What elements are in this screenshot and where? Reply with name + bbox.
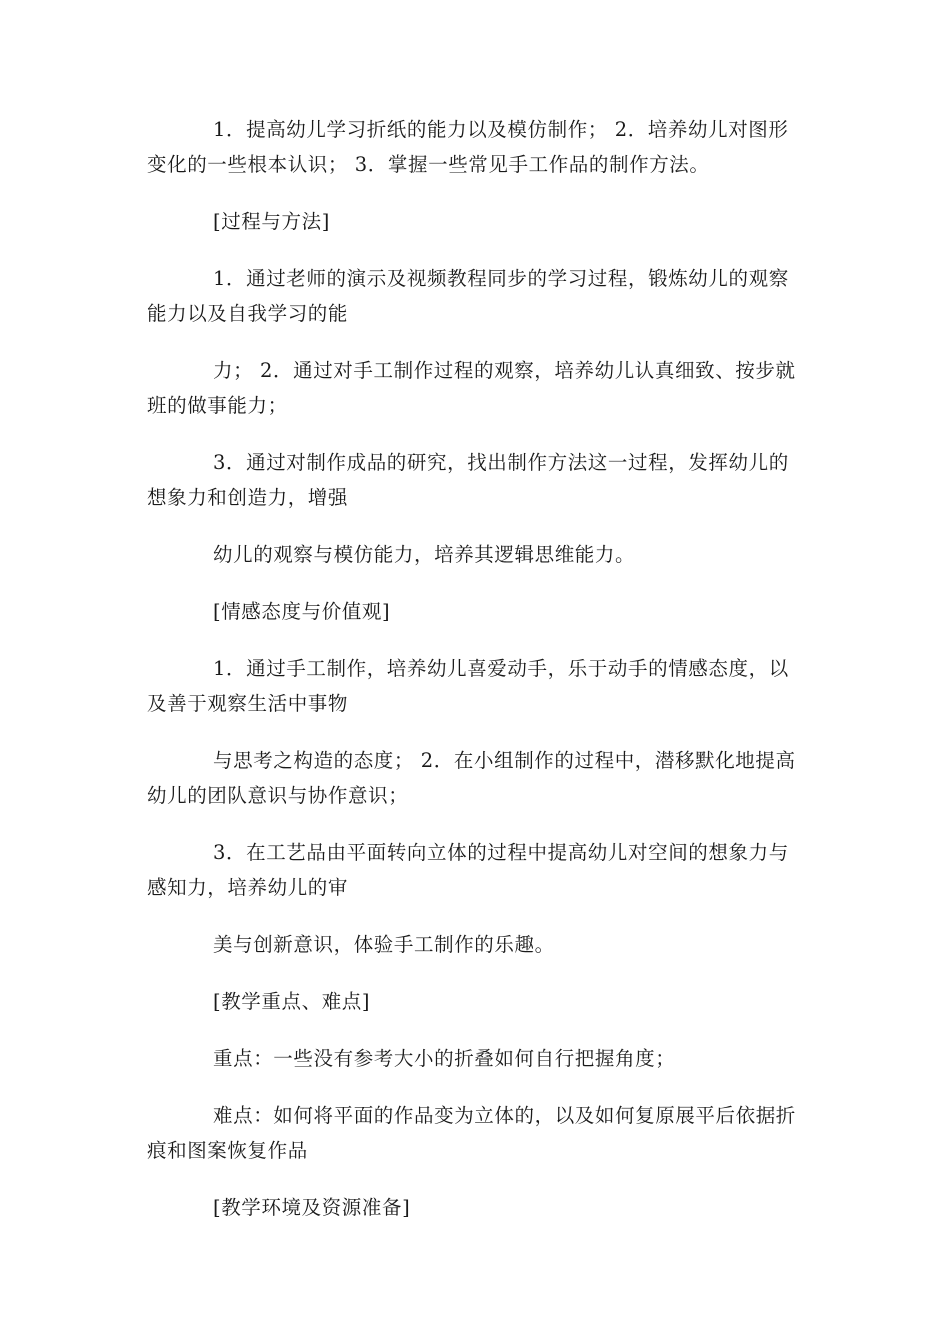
emotion-paragraph-1: 1．通过手工制作，培养幼儿喜爱动手，乐于动手的情感态度，以及善于观察生活中事物 bbox=[147, 657, 789, 715]
key-point-paragraph: 重点：一些没有参考大小的折叠如何自行把握角度； bbox=[213, 1047, 676, 1070]
objective-paragraph-1: 1．提高幼儿学习折纸的能力以及模仿制作； 2．培养幼儿对图形变化的一些根本认识； 3．掌握一些常见手工作品的制作方法。 bbox=[147, 118, 789, 176]
section-heading-key-difficult-points: [教学重点、难点] bbox=[213, 990, 371, 1013]
process-paragraph-3: 3．通过对制作成品的研究，找出制作方法这一过程，发挥幼儿的想象力和创造力，增强 bbox=[147, 451, 789, 509]
difficult-point-paragraph: 难点：如何将平面的作品变为立体的，以及如何复原展平后依据折痕和图案恢复作品 bbox=[147, 1104, 796, 1162]
process-paragraph-1: 1．通过老师的演示及视频教程同步的学习过程，锻炼幼儿的观察能力以及自我学习的能 bbox=[147, 267, 789, 325]
emotion-paragraph-2: 与思考之构造的态度； 2．在小组制作的过程中，潜移默化地提高幼儿的团队意识与协作意识； bbox=[147, 749, 796, 807]
process-paragraph-2: 力； 2．通过对手工制作过程的观察，培养幼儿认真细致、按步就班的做事能力； bbox=[147, 359, 796, 417]
emotion-paragraph-3: 3．在工艺品由平面转向立体的过程中提高幼儿对空间的想象力与感知力，培养幼儿的审 bbox=[147, 841, 789, 899]
section-heading-process-method: [过程与方法] bbox=[213, 210, 330, 233]
emotion-paragraph-4: 美与创新意识，体验手工制作的乐趣。 bbox=[213, 933, 555, 956]
section-heading-environment-resources: [教学环境及资源准备] bbox=[213, 1196, 411, 1219]
section-heading-emotion-values: [情感态度与价值观] bbox=[213, 600, 391, 623]
document-page bbox=[147, 112, 807, 1247]
process-paragraph-4: 幼儿的观察与模仿能力，培养其逻辑思维能力。 bbox=[213, 543, 636, 566]
